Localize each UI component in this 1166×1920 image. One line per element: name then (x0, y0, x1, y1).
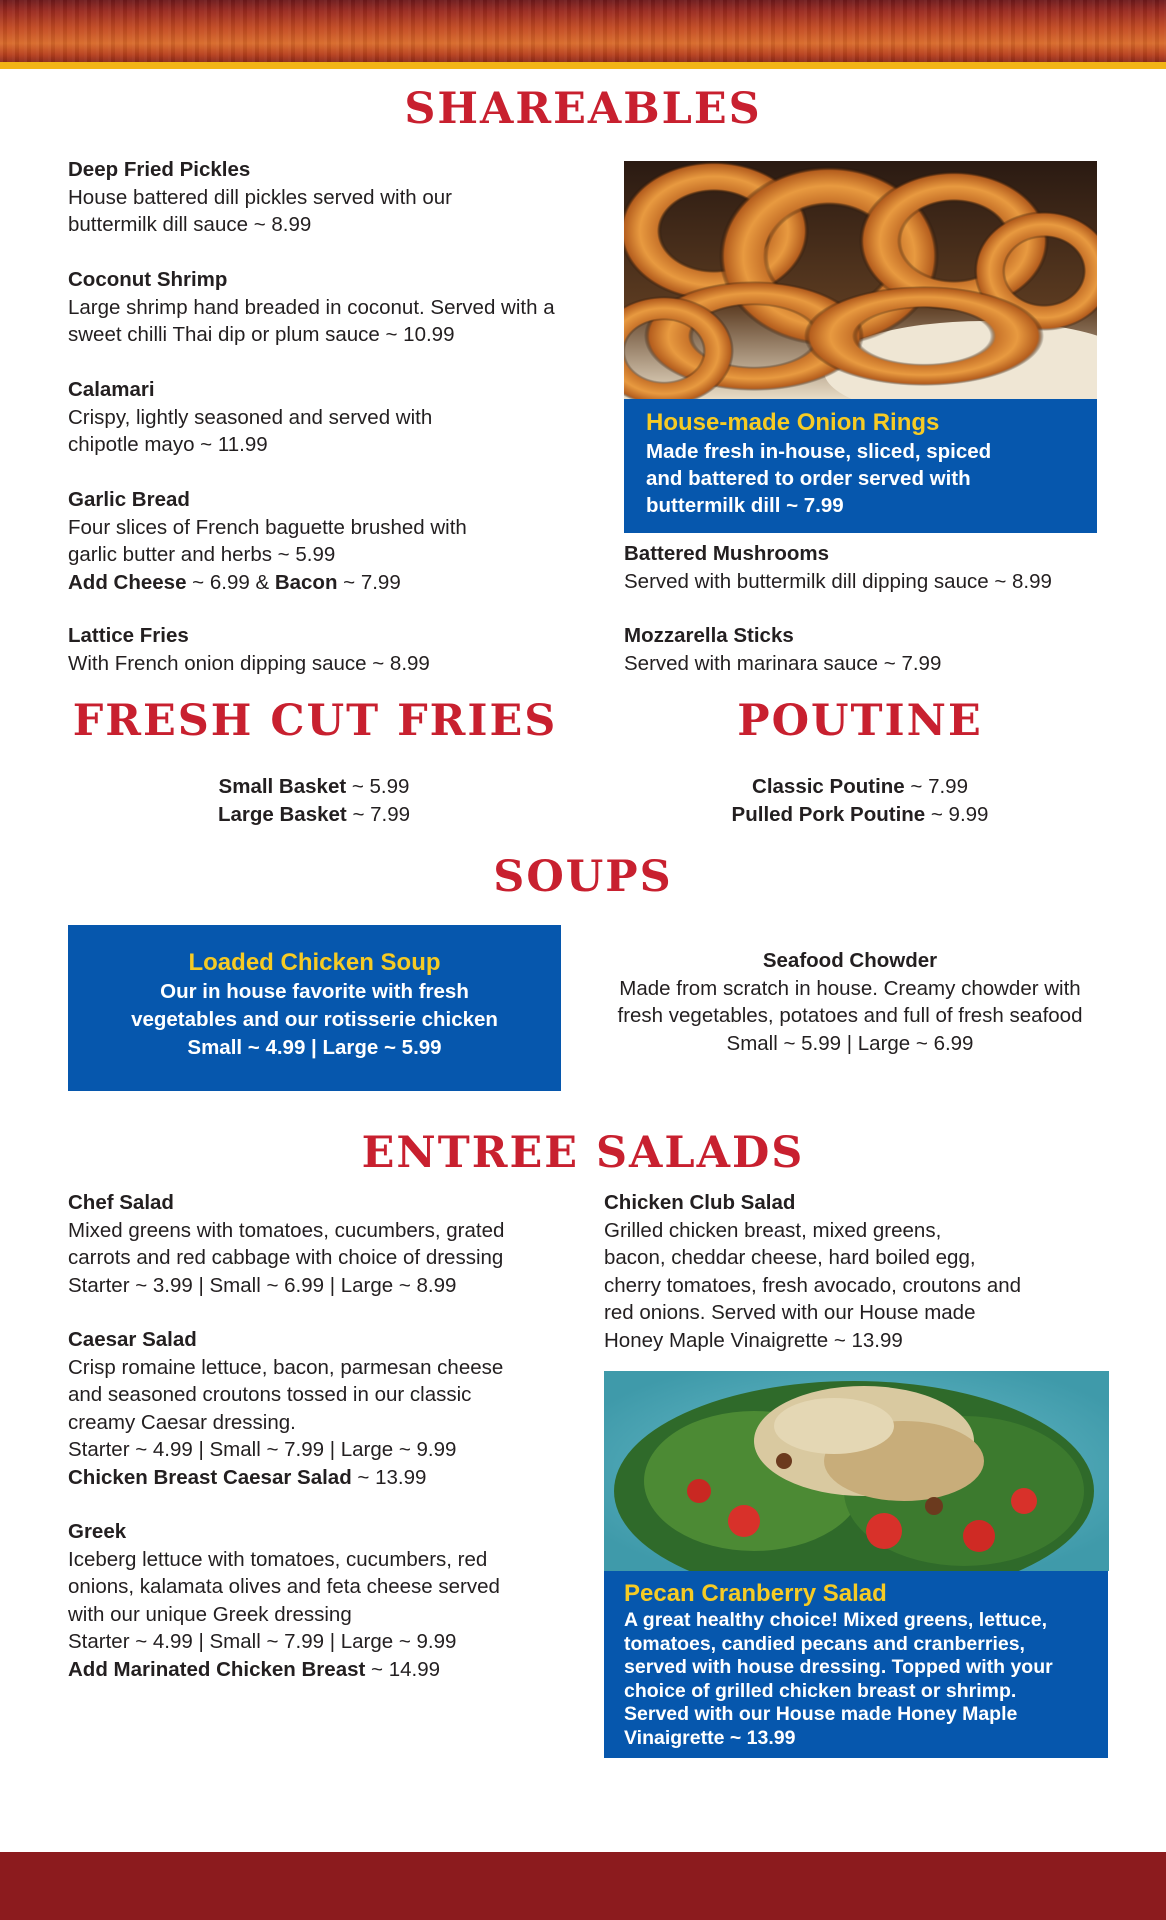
poutine-classic: Classic Poutine ~ 7.99 (752, 775, 968, 798)
item-seafood-chowder: Seafood Chowder Made from scratch in house. Creamy chowder with fresh vegetables, potatoes and full of fresh seafood Small ~ 5.99 | Large ~ 6.99 (617, 949, 1083, 1055)
heading-poutine: POUTINE (737, 696, 983, 746)
item-caesar-salad: Caesar Salad Crisp romaine lettuce, bacon, parmesan cheese and seasoned croutons tossed in our classic creamy Caesar dressing. Starter ~ 4.99 | Small ~ 7.99 | Large ~ 9.99 Chicken Breast Caesar Salad ~ 13.99 (68, 1326, 568, 1491)
item-garlic-bread: Garlic Bread Four slices of French baguette brushed with garlic butter and herbs ~ 5.99 Add Cheese ~ 6.99 & Bacon ~ 7.99 (68, 486, 588, 596)
heading-soups: SOUPS (493, 852, 673, 902)
heading-fresh-cut-fries: FRESH CUT FRIES (72, 696, 558, 746)
item-chef-salad: Chef Salad Mixed greens with tomatoes, cucumbers, grated carrots and red cabbage with choice of dressing Starter ~ 3.99 | Small ~ 6.99 | Large ~ 8.99 (68, 1191, 505, 1297)
heading-entree-salads: ENTREE SALADS (361, 1128, 805, 1178)
heading-shareables: SHAREABLES (404, 84, 762, 134)
item-mozzarella-sticks: Mozzarella Sticks Served with marinara sauce ~ 7.99 (624, 624, 942, 675)
garlic-bread-addons: Add Cheese ~ 6.99 & Bacon ~ 7.99 (68, 570, 401, 594)
item-battered-mushrooms: Battered Mushrooms Served with buttermilk dill dipping sauce ~ 8.99 (624, 542, 1052, 593)
greek-chicken-addon: Add Marinated Chicken Breast ~ 14.99 (68, 1657, 440, 1681)
poutine-prices (600, 773, 1120, 828)
salad-photo (604, 1371, 1109, 1571)
fries-large: Large Basket ~ 7.99 (217, 802, 411, 826)
item-chicken-club-salad: Chicken Club Salad Grilled chicken breast, mixed greens, bacon, cheddar cheese, hard boiled egg, cherry tomatoes, fresh avocado, croutons and red onions. Served with our House made Honey Maple Vinaigrette ~ 13.99 (604, 1191, 1022, 1352)
header-gold-stripe (0, 62, 1166, 69)
pecan-cranberry-feature-box: Pecan Cranberry Salad A great healthy choice! Mixed greens, lettuce, tomatoes, candied pecans and cranberries, served with house dressing. Topped with your choice of grilled chicken breast or shrimp. Served with our House made Honey Maple Vinaigrette ~ 13.99 (604, 1571, 1108, 1758)
poutine-pulled-pork: Pulled Pork Poutine ~ 9.99 (731, 802, 989, 826)
item-greek-salad: Greek Iceberg lettuce with tomatoes, cucumbers, red onions, kalamata olives and feta cheese served with our unique Greek dressing Starter ~ 4.99 | Small ~ 7.99 | Large ~ 9.99 Add Marinated Chicken Breast ~ 14.99 (68, 1518, 568, 1683)
item-coconut-shrimp: Coconut Shrimp Large shrimp hand breaded in coconut. Served with a sweet chilli Thai dip or plum sauce ~ 10.99 (68, 268, 555, 346)
caesar-chicken-addon: Chicken Breast Caesar Salad ~ 13.99 (68, 1465, 427, 1489)
onion-rings-photo (624, 161, 1097, 399)
loaded-chicken-soup-box: Loaded Chicken Soup Our in house favorite with fresh vegetables and our rotisserie chicken Small ~ 4.99 | Large ~ 5.99 (68, 925, 561, 1091)
fries-prices (68, 773, 560, 828)
item-lattice-fries: Lattice Fries With French onion dipping sauce ~ 8.99 (68, 624, 430, 675)
onion-rings-feature-box: House-made Onion Rings Made fresh in-house, sliced, spiced and battered to order served with buttermilk dill ~ 7.99 (624, 399, 1097, 533)
item-deep-fried-pickles: Deep Fried Pickles House battered dill pickles served with our buttermilk dill sauce ~ 8.99 (68, 158, 452, 236)
item-calamari: Calamari Crispy, lightly seasoned and served with chipotle mayo ~ 11.99 (68, 378, 433, 456)
fries-small: Small Basket ~ 5.99 (218, 775, 410, 798)
header-banner (0, 0, 1166, 62)
footer-banner (0, 1852, 1166, 1920)
